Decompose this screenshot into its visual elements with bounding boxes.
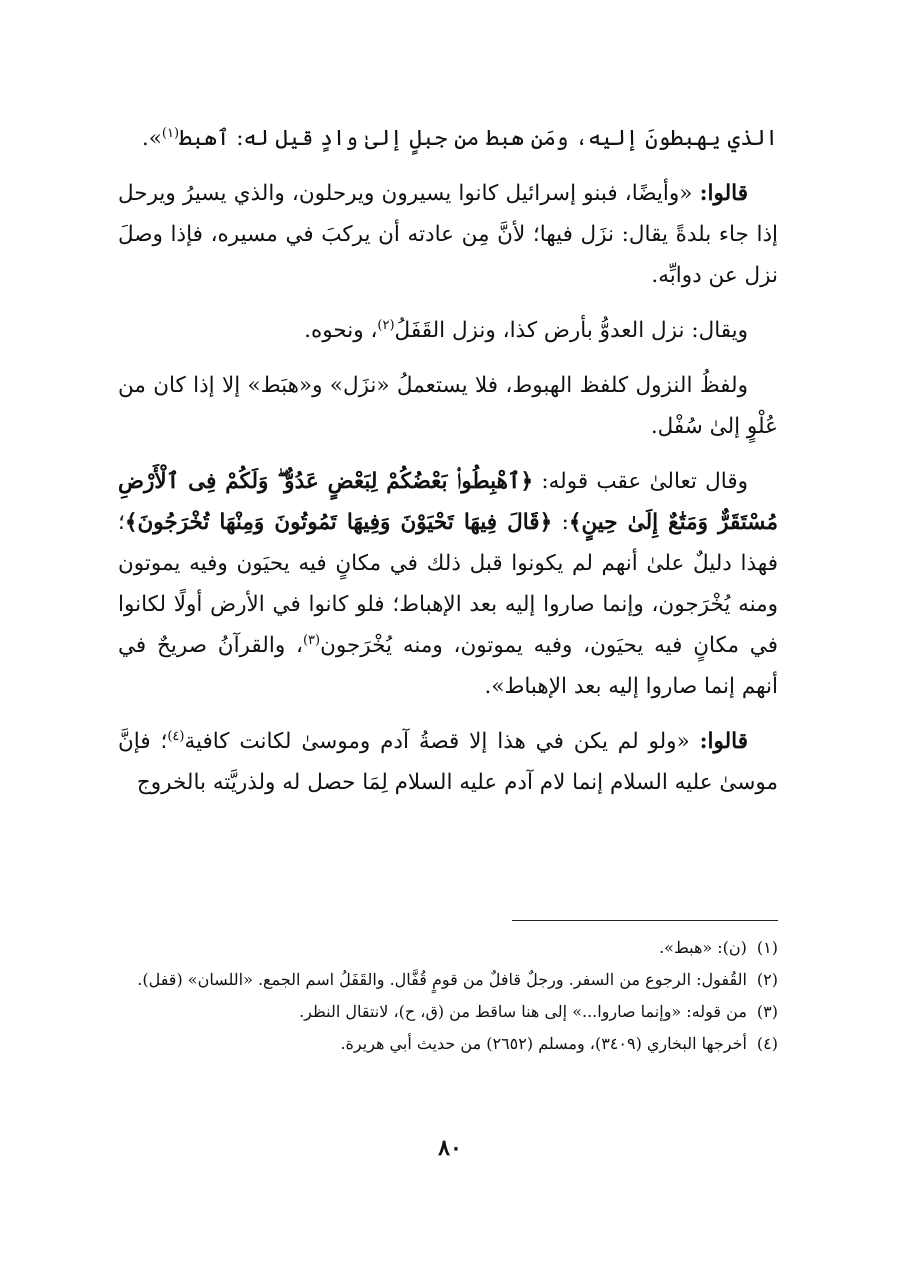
- paragraph-6-text: «ولو لم يكن في هذا إلا قصةُ آدم وموسىٰ لكانت كافية: [184, 729, 700, 754]
- paragraph-1-text: الذي يهبطونَ إليه، ومَن هبط من جبلٍ إلىٰ وادٍ قيل له: ٱهبط: [179, 126, 778, 151]
- quran-verse-1: ﴿ٱهْبِطُوا۟ بَعْضُكُمْ لِبَعْضٍ عَدُوٌّ ۖ وَلَكُمْ فِى ٱلْأَرْضِ مُسْتَقَرٌّ وَمَتَٰعٌ إِلَىٰ حِينٍ﴾: [118, 469, 779, 535]
- paragraph-6-label: قالوا:: [699, 729, 748, 754]
- footnote-3: [118, 996, 778, 1028]
- paragraph-2-label: قالوا:: [699, 181, 748, 206]
- footnote-separator: [512, 920, 778, 921]
- paragraph-4-text: ولفظُ النزول كلفظ الهبوط، فلا يستعملُ «نزَل» و«هبَط» إلا إذا كان من عُلْوٍ إلىٰ سُفْل.: [118, 373, 778, 439]
- footnote-ref-3[interactable]: (٣): [302, 632, 321, 648]
- paragraph-5: [118, 461, 778, 707]
- paragraph-3-text: ويقال: نزل العدوُّ بأرض كذا، ونزل القَفَلُ: [394, 318, 748, 343]
- paragraph-6-after: ؛ فإنَّ موسىٰ عليه السلام إنما لام آدم عليه السلام لِمَا حصل له ولذريَّته بالخروج: [118, 729, 778, 795]
- footnote-1: [118, 932, 778, 964]
- footnote-2: [118, 964, 778, 996]
- paragraph-5-before: وقال تعالىٰ عقب قوله:: [533, 469, 749, 494]
- paragraph-3: [118, 310, 778, 351]
- footnote-4-text: أخرجها البخاري (٣٤٠٩)، ومسلم (٢٦٥٢) من حديث أبي هريرة.: [340, 1034, 747, 1053]
- footnote-2-number: (٢): [756, 970, 778, 989]
- footnote-ref-4[interactable]: (٤): [167, 728, 185, 744]
- footnote-3-text: من قوله: «وإنما صاروا...» إلى هنا ساقط من (ق، ح)، لانتقال النظر.: [299, 1002, 747, 1021]
- paragraph-6: [118, 721, 778, 803]
- footnote-4-number: (٤): [756, 1034, 778, 1053]
- paragraph-1-end: ».: [141, 126, 162, 151]
- paragraph-5-after1: ؛ فهذا دليلٌ علىٰ أنهم لم يكونوا قبل ذلك في مكانٍ فيه يحيَون وفيه يموتون ومنه يُخْرَجون، وإنما صاروا إليه بعد الإهباط؛ فلو كانوا في الأرض أولًا لكانوا في مكانٍ فيه يحيَون، وفيه يموتون، ومنه يُخْرَجون: [118, 510, 778, 658]
- paragraph-2-text: «وأيضًا، فبنو إسرائيل كانوا يسيرون ويرحلون، والذي يسيرُ ويرحل إذا جاء بلدةً يقال: نزَل فيها؛ لأنَّ مِن عادته أن يركبَ في مسيره، فإذا وصلَ نزل عن دوابِّه.: [118, 181, 778, 288]
- footnote-1-number: (١): [756, 938, 778, 957]
- paragraph-3-end: ، ونحوه.: [304, 318, 378, 343]
- footnote-2-text: القُفول: الرجوع من السفر. ورجلٌ قافلٌ من قومٍ قُفَّال. والقَفَلُ اسم الجمع. «اللسان» (قفل).: [137, 970, 747, 989]
- footnote-1-text: (ن): «هبط».: [659, 938, 747, 957]
- quran-verse-2: ﴿قَالَ فِيهَا تَحْيَوْنَ وَفِيهَا تَمُوتُونَ وَمِنْهَا تُخْرَجُونَ﴾: [124, 510, 553, 535]
- footnote-ref-1[interactable]: (١): [161, 125, 180, 141]
- page-number: ٨٠: [438, 1135, 462, 1161]
- footnote-3-number: (٣): [756, 1002, 778, 1021]
- main-text: [118, 118, 778, 817]
- paragraph-5-middle: :: [552, 510, 569, 535]
- footnote-ref-2[interactable]: (٢): [377, 317, 395, 333]
- footnotes: [118, 932, 778, 1060]
- paragraph-5-after2: ، والقرآنُ صريحٌ في أنهم إنما صاروا إليه بعد الإهباط».: [118, 633, 778, 699]
- paragraph-2: [118, 173, 778, 296]
- paragraph-4: [118, 365, 778, 447]
- paragraph-1: [118, 118, 778, 159]
- footnote-4: [118, 1028, 778, 1060]
